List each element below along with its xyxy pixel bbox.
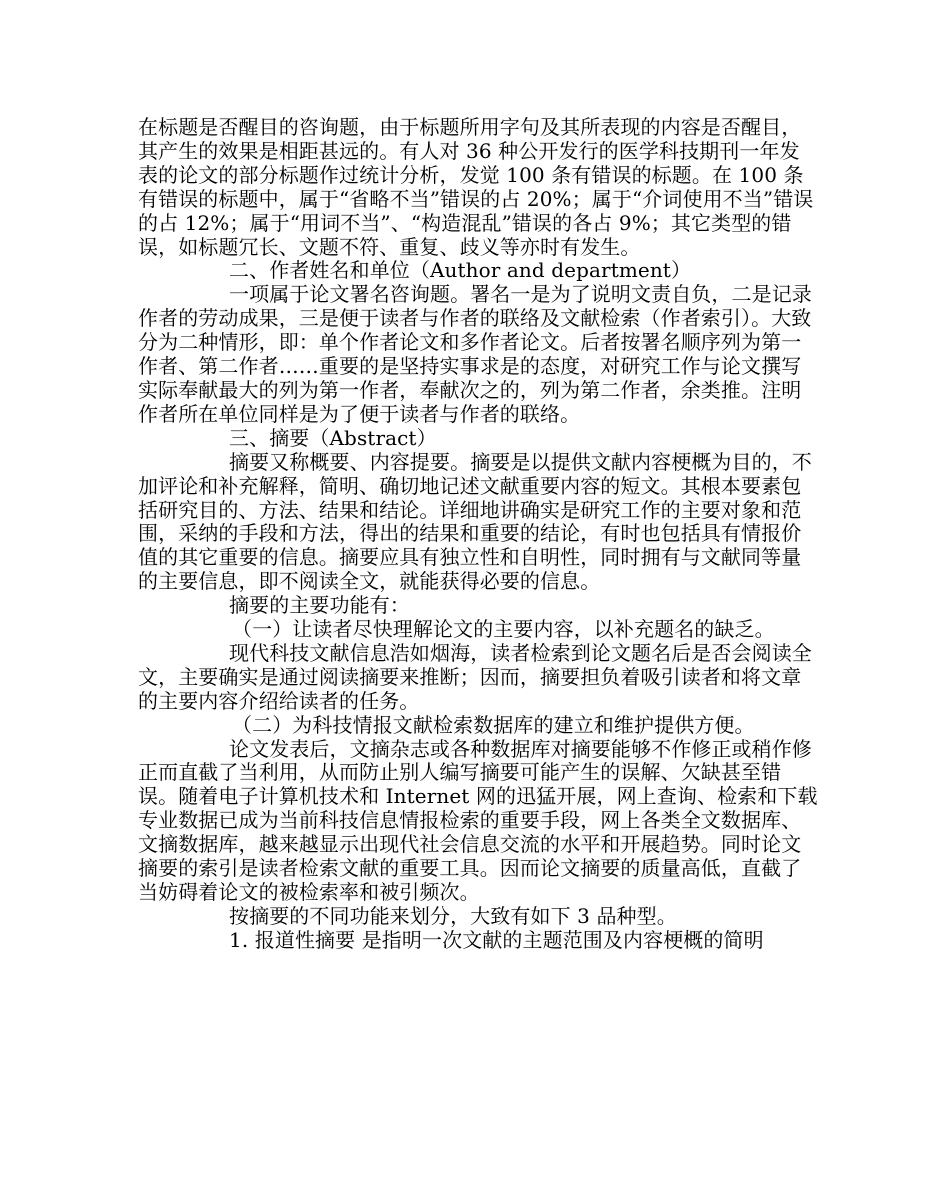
- paragraph-title-errors: 在标题是否醒目的咨询题，由于标题所用字句及其所表现的内容是否醒目，其产生的效果是相距甚远的。有人对 36 种公开发行的医学科技期刊一年发表的论文的部分标题作过统计分析，发觉 100 条有错误的标题。在 100 条有错误的标题中，属于“省略不当”错误的占 20%；属于“介词使用不当”错误的占 12%；属于“用词不当”、“构造混乱”错误的各占 9%；其它类型的错误，如标题冗长、文题不符、重复、歧义等亦时有发生。: [138, 115, 814, 259]
- paragraph-abstract-definition: 摘要又称概要、内容提要。摘要是以提供文献内容梗概为目的，不加评论和补充解释，简明、确切地记述文献重要内容的短文。其根本要素包括研究目的、方法、结果和结论。详细地讲确实是研究工作的主要对象和范围，采纳的手段和方法，得出的结果和重要的结论，有时也包括具有情报价值的其它重要的信息。摘要应具有独立性和自明性，同时拥有与文献同等量的主要信息，即不阅读全文，就能获得必要的信息。: [138, 449, 812, 594]
- subheading-function-1: （一）让读者尽快理解论文的主要内容，以补充题名的缺乏。: [232, 617, 775, 642]
- document-page: [138, 116, 818, 953]
- paragraph-informative-abstract: 1. 报道性摘要 是指明一次文献的主题范围及内容梗概的简明: [229, 927, 764, 952]
- paragraph-function-1: 现代科技文献信息浩如烟海，读者检索到论文题名后是否会阅读全文，主要确实是通过阅读摘要来推断；因而，摘要担负着吸引读者和将文章的主要内容介绍给读者的任务。: [138, 640, 812, 713]
- paragraph-abstract-functions: 摘要的主要功能有：: [229, 593, 410, 618]
- subheading-function-2: （二）为科技情报文献检索数据库的建立和维护提供方便。: [232, 712, 755, 737]
- paragraph-function-2: 论文发表后，文摘杂志或各种数据库对摘要能够不作修正或稍作修正而直截了当利用，从而防止别人编写摘要可能产生的误解、欠缺甚至错误。随着电子计算机技术和 Internet 网的迅猛开展，网上查询、检索和下载专业数据已成为当前科技信息情报检索的重要手段，网上各类全文数据库、文摘数据库，越来越显示出现代社会信息交流的水平和开展趋势。同时论文摘要的索引是读者检索文献的重要工具。因而论文摘要的质量高低，直截了当妨碍着论文的被检索率和被引频次。: [138, 736, 818, 904]
- section-heading-author: 二、作者姓名和单位（Author and department）: [229, 258, 692, 283]
- paragraph-abstract-types: 按摘要的不同功能来划分，大致有如下 3 品种型。: [229, 903, 677, 928]
- paragraph-author: 一项属于论文署名咨询题。署名一是为了说明文责自负，二是记录作者的劳动成果，三是便于读者与作者的联络及文献检索（作者索引）。大致分为二种情形，即：单个作者论文和多作者论文。后者按署名顺序列为第一作者、第二作者……重要的是坚持实事求是的态度，对研究工作与论文撰写实际奉献最大的列为第一作者，奉献次之的，列为第二作者，余类推。注明作者所在单位同样是为了便于读者与作者的联络。: [138, 282, 812, 426]
- section-heading-abstract: 三、摘要（Abstract）: [229, 425, 437, 450]
